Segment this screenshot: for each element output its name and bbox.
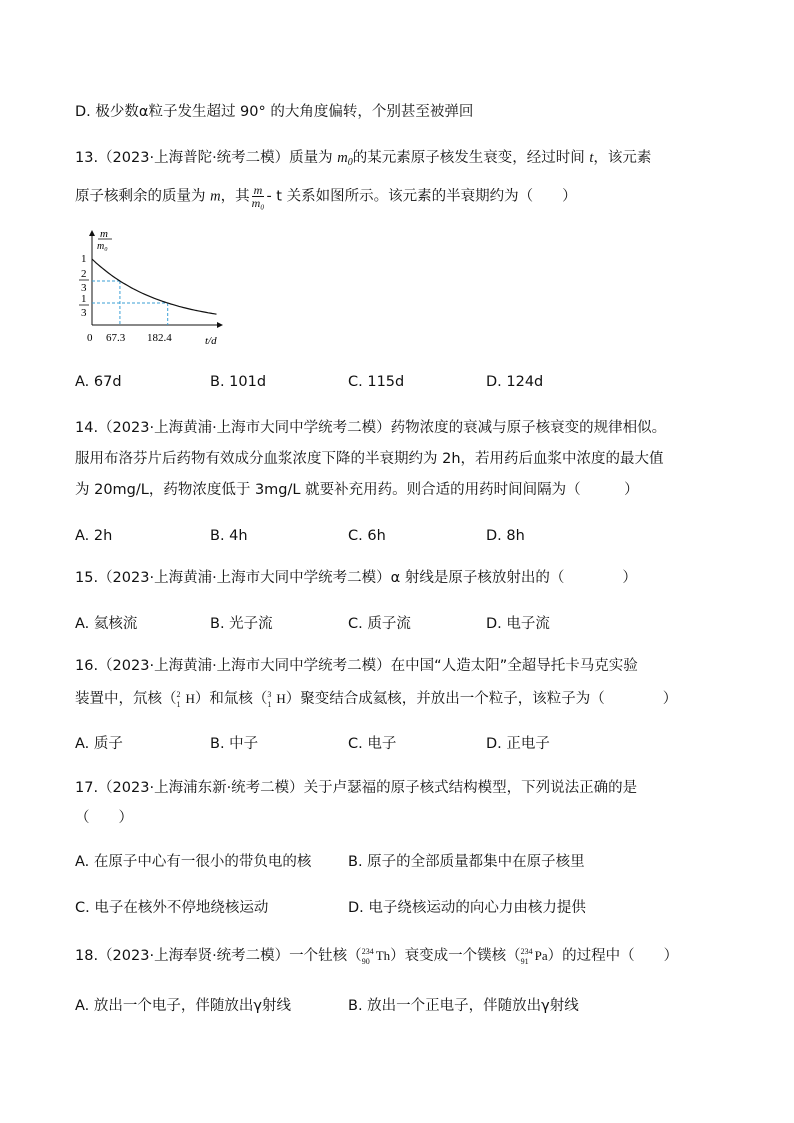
q13-stem-line2 [75, 184, 577, 209]
q13-text: ，该元素 [593, 150, 652, 166]
q13-text: - t 关系如图所示。该元素的半衰期约为（ ） [266, 188, 577, 205]
q13-text: 13.（2023·上海普陀·统考二模）质量为 [75, 150, 338, 166]
q14-option-d[interactable]: D. 8h [486, 528, 525, 544]
q14-option-a[interactable]: A. 2h [75, 528, 113, 544]
y-tick-1-3-num: 1 [81, 293, 87, 305]
mass-number: 2 [176, 690, 181, 699]
q16-option-a[interactable]: A. 质子 [75, 736, 123, 752]
mass-number: 234 [520, 947, 533, 956]
q13-text: 原子核剩余的质量为 [75, 188, 211, 205]
q13-t: t [589, 150, 594, 166]
y-tick-2-3-den: 3 [81, 282, 87, 294]
tritium-symbol [267, 689, 285, 709]
q14-option-c[interactable]: C. 6h [348, 528, 386, 544]
atomic-number: 1 [267, 700, 272, 709]
q13-option-c[interactable]: C. 115d [348, 374, 405, 390]
q17-option-c[interactable]: C. 电子在核外不停地绕核运动 [75, 900, 269, 916]
q13-m0-sub: 0 [347, 157, 353, 168]
q13-text: ，其 [220, 188, 250, 205]
q18-option-b[interactable]: B. 放出一个正电子，伴随放出γ射线 [348, 998, 579, 1014]
q17-option-d[interactable]: D. 电子绕核运动的向心力由核力提供 [348, 900, 586, 916]
q18-stem [75, 946, 678, 966]
q13-m: m [210, 188, 221, 205]
decay-curve [92, 259, 217, 314]
q17-option-b[interactable]: B. 原子的全部质量都集中在原子核里 [348, 854, 585, 870]
q14-stem-line1: 14.（2023·上海黄浦·上海市大同中学统考二模）药物浓度的衰减与原子核衰变的规律相似。 [75, 420, 667, 436]
q18-option-a[interactable]: A. 放出一个电子，伴随放出γ射线 [75, 998, 291, 1014]
q16-text: ）聚变结合成氦核，并放出一个粒子，该粒子为（ ） [285, 691, 678, 707]
q13-option-d[interactable]: D. 124d [486, 374, 544, 390]
q15-option-d[interactable]: D. 电子流 [486, 616, 550, 632]
q16-option-b[interactable]: B. 中子 [210, 736, 259, 752]
q16-text: ）和氚核（ [194, 691, 268, 707]
x-tick-67-3: 67.3 [106, 332, 126, 344]
q14-option-b[interactable]: B. 4h [210, 528, 248, 544]
q17-stem-line1: 17.（2023·上海浦东新·统考二模）关于卢瑟福的原子核式结构模型，下列说法正确的是 [75, 780, 638, 796]
q13-stem-line1 [75, 148, 651, 173]
atomic-number: 1 [176, 700, 181, 709]
q12-option-d: D. 极少数α粒子发生超过 90° 的大角度偏转，个别甚至被弹回 [75, 104, 474, 120]
q13-decay-chart [70, 225, 230, 350]
q17-stem-line2: （ ） [75, 810, 133, 826]
q16-stem-line2 [75, 689, 677, 709]
q13-option-a[interactable]: A. 67d [75, 374, 122, 390]
x-tick-182-4: 182.4 [147, 332, 172, 344]
q15-stem: 15.（2023·上海黄浦·上海市大同中学统考二模）α 射线是原子核放射出的（ ） [75, 570, 637, 586]
q18-text: 18.（2023·上海奉贤·统考二模）一个钍核（ [75, 948, 362, 964]
element: Th [375, 948, 391, 963]
q15-option-b[interactable]: B. 光子流 [210, 616, 273, 632]
y-label-num: m [100, 228, 108, 240]
fraction-denominator: m₀ [251, 196, 265, 210]
y-tick-1: 1 [81, 253, 87, 265]
q14-stem-line2: 服用布洛芬片后药物有效成分血浆浓度下降的半衰期约为 2h，若用药后血浆中浓度的最大值 [75, 451, 664, 467]
atomic-number: 90 [361, 957, 370, 966]
q14-stem-line3: 为 20mg/L，药物浓度低于 3mg/L 就要补充用药。则合适的用药时间间隔为（ ） [75, 482, 639, 498]
element: H [276, 691, 286, 706]
element: H [185, 691, 195, 706]
q18-text: ）衰变成一个镤核（ [390, 948, 521, 964]
q13-m0: m [337, 150, 348, 166]
atomic-number: 91 [520, 957, 529, 966]
thorium-symbol [362, 946, 390, 966]
y-label-den: m₀ [97, 241, 108, 252]
mass-number: 3 [267, 690, 272, 699]
q13-option-b[interactable]: B. 101d [210, 374, 267, 390]
x-tick-origin: 0 [87, 332, 93, 344]
q16-option-c[interactable]: C. 电子 [348, 736, 397, 752]
q16-stem-line1: 16.（2023·上海黄浦·上海市大同中学统考二模）在中国“人造太阳”全超导托卡马克实验 [75, 658, 638, 674]
y-tick-1-3-den: 3 [81, 307, 87, 319]
mass-number: 234 [361, 947, 374, 956]
q13-text: 的某元素原子核发生衰变，经过时间 [352, 150, 590, 166]
q16-text: 装置中，氘核（ [75, 691, 177, 707]
protactinium-symbol [521, 946, 548, 966]
q16-option-d[interactable]: D. 正电子 [486, 736, 550, 752]
q18-text: ）的过程中（ ） [547, 948, 679, 964]
deuterium-symbol [177, 689, 195, 709]
fraction-numerator: m [252, 184, 265, 197]
y-tick-2-3-num: 2 [81, 268, 87, 280]
q15-option-c[interactable]: C. 质子流 [348, 616, 411, 632]
q17-option-a[interactable]: A. 在原子中心有一很小的带负电的核 [75, 854, 312, 870]
element: Pa [534, 948, 548, 963]
q13-fraction [252, 184, 265, 209]
x-axis-label: t/d [205, 335, 217, 347]
q15-option-a[interactable]: A. 氦核流 [75, 616, 138, 632]
